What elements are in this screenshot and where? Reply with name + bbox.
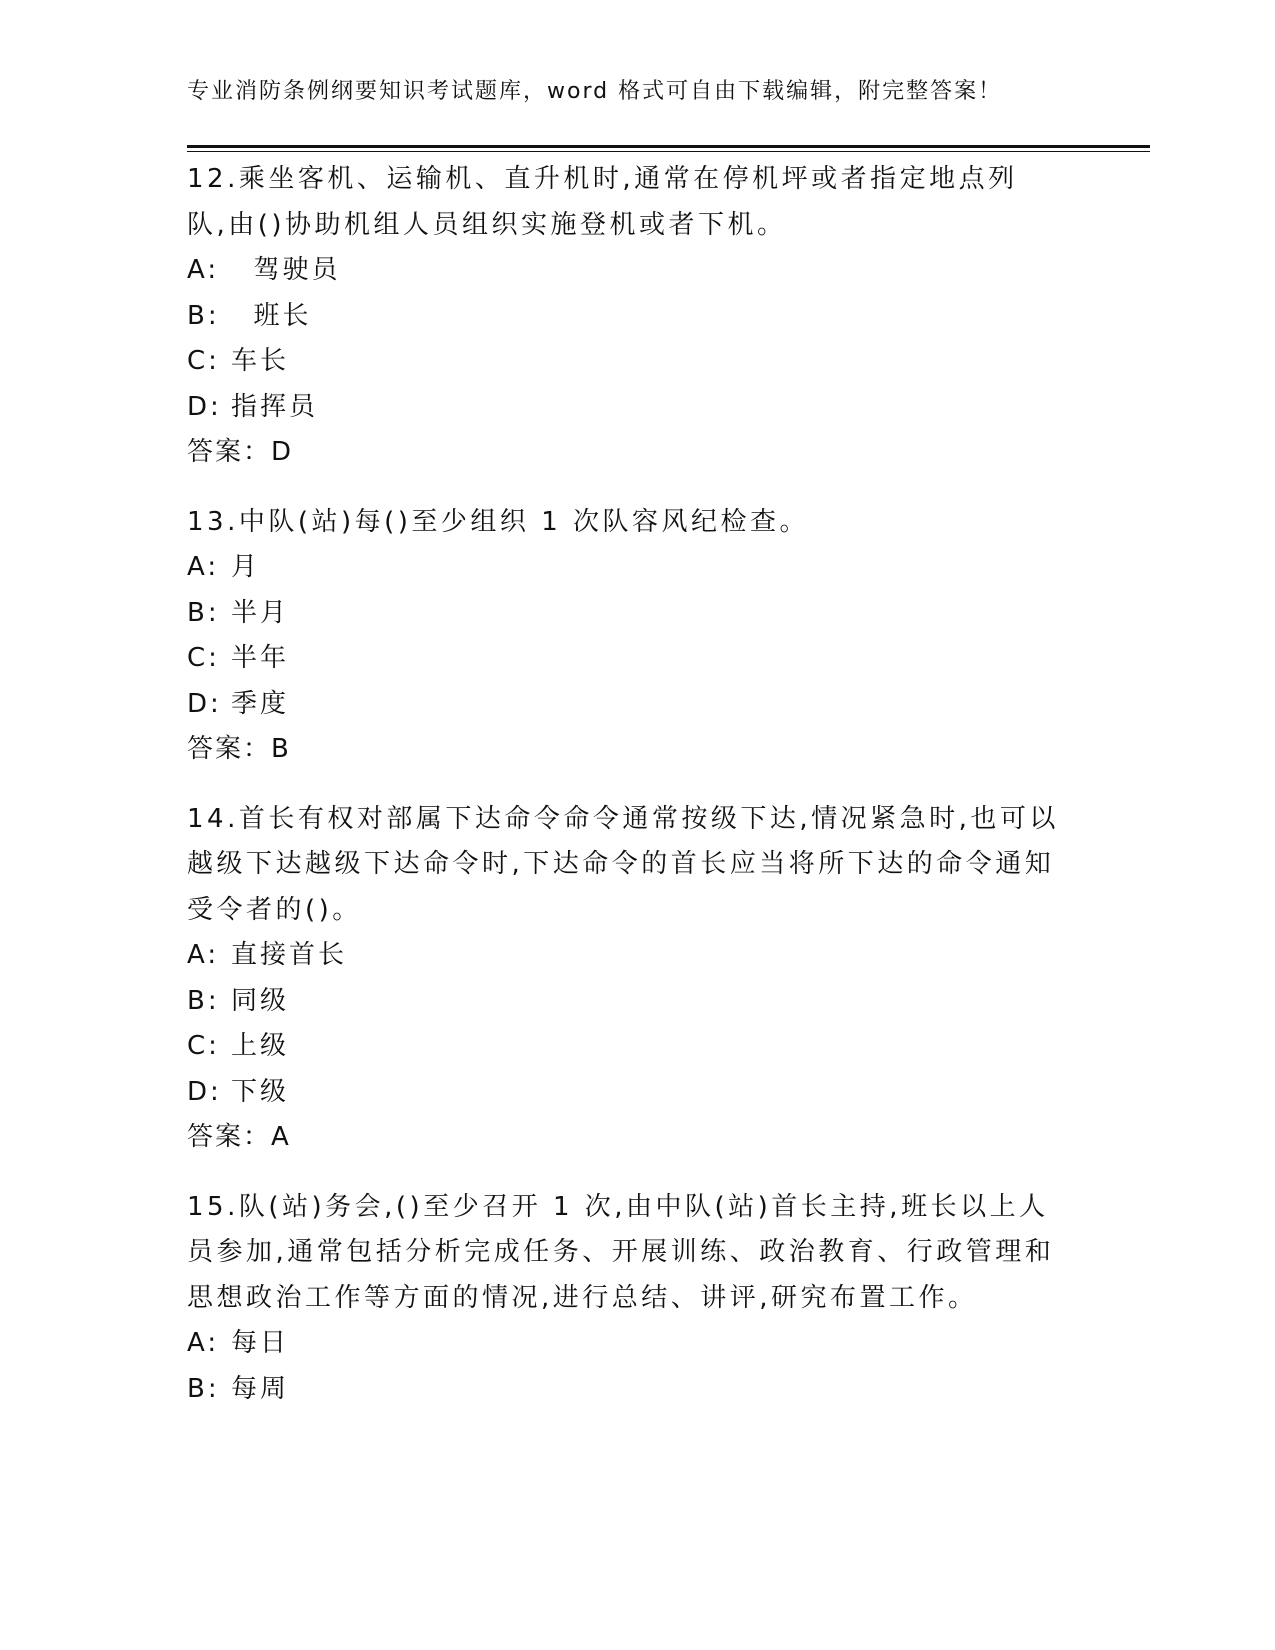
option-a: [187, 545, 1087, 591]
option-text: 同级: [231, 985, 290, 1016]
option-text: 半月: [231, 597, 290, 628]
option-text: 季度: [231, 688, 290, 719]
option-b: [187, 1367, 1087, 1413]
option-label: B:: [187, 597, 220, 628]
option-label: C:: [187, 643, 220, 673]
answer-line: 答案：D: [187, 437, 294, 467]
option-d: [187, 682, 1087, 728]
question-14: [187, 797, 1087, 1161]
option-label: B:: [187, 300, 220, 331]
option-label: A:: [187, 552, 220, 582]
question-text: 13.中队(站)每()至少组织 1 次队容风纪检查。: [187, 506, 809, 537]
option-label: C:: [187, 1031, 220, 1061]
option-c: [187, 339, 1087, 385]
option-text: 月: [231, 552, 261, 582]
question-text: 12.乘坐客机、运输机、直升机时,通常在停机坪或者指定地点列队,由()协助机组人员组织实施登机或者下机。: [187, 164, 1018, 240]
option-label: A:: [187, 940, 220, 970]
option-b: [187, 591, 1087, 637]
option-text: 班长: [231, 300, 312, 331]
option-d: [187, 385, 1087, 431]
header-rule-thin: [187, 151, 1150, 152]
option-b: [187, 979, 1087, 1025]
option-label: D:: [187, 391, 222, 422]
option-label: B:: [187, 985, 220, 1016]
option-text: 下级: [231, 1076, 290, 1107]
option-label: A:: [187, 255, 220, 285]
option-text: 半年: [231, 643, 290, 673]
option-d: [187, 1070, 1087, 1116]
option-c: [187, 636, 1087, 682]
option-label: B:: [187, 1373, 220, 1404]
option-label: D:: [187, 1076, 222, 1107]
answer-line: 答案：A: [187, 1122, 291, 1152]
option-text: 驾驶员: [231, 255, 341, 285]
question-12: [187, 157, 1087, 476]
question-text: 15.队(站)务会,()至少召开 1 次,由中队(站)首长主持,班长以上人 员参加,通常包括分析完成任务、开展训练、政治教育、行政管理和思想政治工作等方面的情况,进行总结、讲评,研究布置工作。: [187, 1191, 1055, 1313]
header-rule-thick: [187, 145, 1150, 148]
option-text: 每日: [231, 1328, 290, 1358]
option-text: 指挥员: [231, 391, 319, 422]
option-text: 直接首长: [231, 940, 348, 970]
option-text: 每周: [231, 1373, 290, 1404]
option-text: 车长: [231, 346, 290, 376]
option-label: A:: [187, 1328, 220, 1358]
option-label: C:: [187, 346, 220, 376]
page-header: 专业消防条例纲要知识考试题库，word 格式可自由下载编辑，附完整答案！: [187, 79, 1003, 104]
question-text: 14.首长有权对部属下达命令命令通常按级下达,情况紧急时,也可以越级下达越级下达命令时,下达命令的首长应当将所下达的命令通知受令者的()。: [187, 803, 1059, 925]
option-a: [187, 1321, 1087, 1367]
question-13: [187, 500, 1087, 773]
question-list: [187, 157, 1087, 1436]
option-a: [187, 933, 1087, 979]
option-b: [187, 294, 1087, 340]
option-text: 上级: [231, 1031, 290, 1061]
option-label: D:: [187, 688, 222, 719]
answer-line: 答案：B: [187, 734, 291, 764]
option-c: [187, 1024, 1087, 1070]
question-15: [187, 1185, 1087, 1413]
option-a: [187, 248, 1087, 294]
